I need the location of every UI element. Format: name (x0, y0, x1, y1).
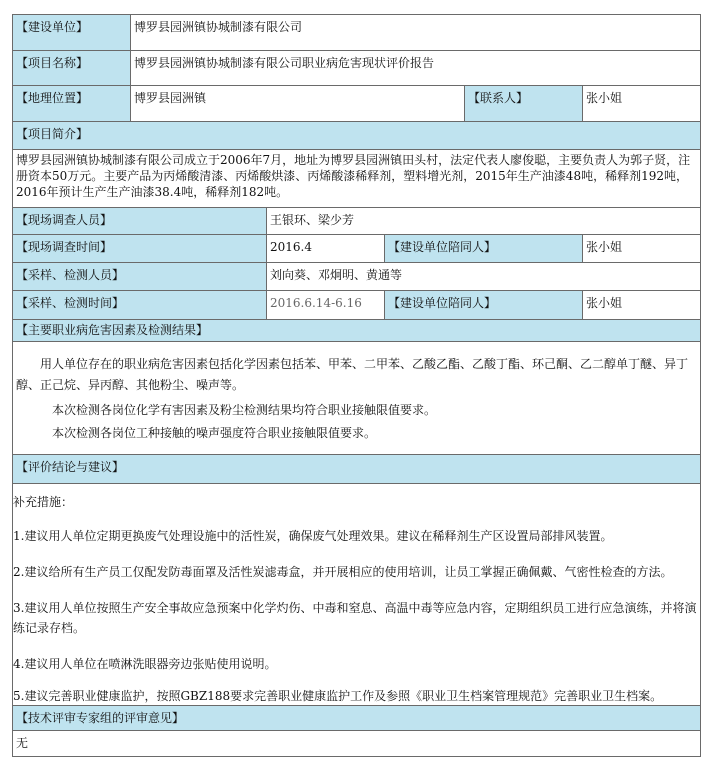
expert-label: 【技术评审专家组的评审意见】 (13, 706, 701, 730)
survey-time-row (13, 235, 701, 263)
construction-unit-row (13, 15, 701, 51)
contact-label: 【联系人】 (465, 86, 583, 121)
contact-value: 张小姐 (583, 86, 701, 121)
sampling-staff-value: 刘向葵、邓炯明、黄通等 (267, 263, 701, 290)
location-value: 博罗县园洲镇 (131, 86, 465, 121)
recommendation-item: 1.建议用人单位定期更换废气处理设施中的活性炭，确保废气处理效果。建议在稀释剂生产区设置局部排风装置。 (13, 529, 613, 543)
intro-header-row (13, 122, 701, 150)
intro-label: 【项目简介】 (13, 122, 701, 149)
project-info-table (12, 14, 701, 757)
survey-escort-value: 张小姐 (583, 235, 701, 262)
sampling-escort-label: 【建设单位陪同人】 (385, 291, 583, 319)
hazards-factors-text: 用人单位存在的职业病危害因素包括化学因素包括苯、甲苯、二甲苯、乙酸乙酯、乙酸丁酯、环己酮、乙二醇单丁醚、异丁醇、正己烷、异丙醇、其他粉尘、噪声等。 (16, 357, 689, 392)
construction-unit-label: 【建设单位】 (13, 15, 131, 50)
hazards-label: 【主要职业病危害因素及检测结果】 (13, 320, 701, 341)
survey-staff-label: 【现场调查人员】 (13, 208, 267, 234)
sampling-staff-row (13, 263, 701, 291)
project-name-value: 博罗县园洲镇协城制漆有限公司职业病危害现状评价报告 (131, 51, 701, 85)
location-label: 【地理位置】 (13, 86, 131, 121)
sampling-escort-value: 张小姐 (583, 291, 701, 319)
hazards-header-row (13, 320, 701, 342)
survey-time-label: 【现场调查时间】 (13, 235, 267, 262)
sampling-staff-label: 【采样、检测人员】 (13, 263, 267, 290)
expert-header-row (13, 706, 701, 731)
project-name-label: 【项目名称】 (13, 51, 131, 85)
expert-opinion: 无 (13, 731, 701, 756)
hazards-noise-result: 本次检测各岗位工种接触的噪声强度符合职业接触限值要求。 (52, 426, 377, 440)
intro-body-row (13, 150, 701, 208)
hazards-body (13, 342, 701, 454)
sampling-time-row (13, 291, 701, 320)
project-name-row (13, 51, 701, 86)
expert-body-row (13, 731, 701, 757)
location-row (13, 86, 701, 122)
hazards-body-row (13, 342, 701, 455)
recommendation-item: 5.建议完善职业健康监护，按照GBZ188要求完善职业健康监护工作及参照《职业卫生档案管理规范》完善职业卫生档案。 (13, 689, 663, 703)
survey-escort-label: 【建设单位陪同人】 (385, 235, 583, 262)
hazards-chemical-result: 本次检测各岗位化学有害因素及粉尘检测结果均符合职业接触限值要求。 (52, 403, 437, 417)
intro-text: 博罗县园洲镇协城制漆有限公司成立于2006年7月，地址为博罗县园洲镇田头村，法定代表人廖俊聪，主要负责人为郭子贤，注册资本50万元。主要产品为丙烯酸清漆、丙烯酸烘漆、丙烯酸漆稀释剂，塑料增光剂，2015年生产油漆48吨，稀释剂192吨，2016年预计生产生产油漆38.4吨，稀释剂182吨。 (13, 150, 701, 207)
construction-unit-value: 博罗县园洲镇协城制漆有限公司 (131, 15, 701, 50)
conclusion-body (13, 484, 701, 705)
recommendation-item: 3.建议用人单位按照生产安全事故应急预案中化学灼伤、中毒和窒息、高温中毒等应急内容，定期组织员工进行应急演练，并将演练记录存档。 (13, 601, 697, 635)
conclusion-body-row (13, 484, 701, 706)
survey-staff-row (13, 208, 701, 235)
survey-time-value: 2016.4 (267, 235, 385, 262)
conclusion-label: 【评价结论与建议】 (13, 455, 701, 483)
recommendation-item: 2.建议给所有生产员工仅配发防毒面罩及活性炭滤毒盒，并开展相应的使用培训，让员工掌握正确佩戴、气密性检查的方法。 (13, 565, 673, 579)
survey-staff-value: 王银环、梁少芳 (267, 208, 701, 234)
sampling-time-value: 2016.6.14-6.16 (267, 291, 385, 319)
sampling-time-label: 【采样、检测时间】 (13, 291, 267, 319)
recommendation-item: 4.建议用人单位在喷淋洗眼器旁边张贴使用说明。 (13, 657, 277, 671)
conclusion-heading: 补充措施： (13, 495, 74, 509)
conclusion-header-row (13, 455, 701, 484)
